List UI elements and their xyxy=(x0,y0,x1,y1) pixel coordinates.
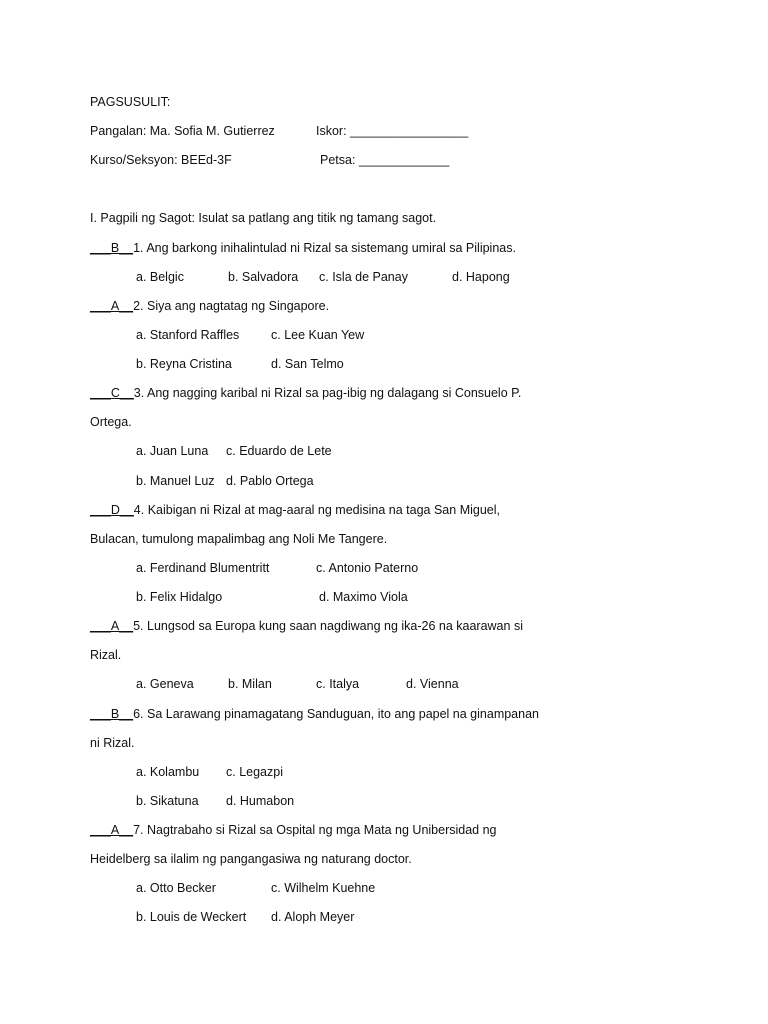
answer-blank: ___C__ xyxy=(90,386,134,400)
answer-blank: ___A__ xyxy=(90,619,134,633)
question-1 xyxy=(90,240,516,256)
option: c. Legazpi xyxy=(226,765,283,779)
question-text-continued: ni Rizal. xyxy=(90,736,135,750)
question-text-continued: Heidelberg sa ilalim ng pangangasiwa ng naturang doctor. xyxy=(90,852,412,866)
question-text-continued: Bulacan, tumulong mapalimbag ang Noli Me Tangere. xyxy=(90,532,388,546)
option: a. Otto Becker xyxy=(136,881,216,895)
answer-blank: ___B__ xyxy=(90,241,134,255)
option: c. Italya xyxy=(316,677,360,691)
option: b. Felix Hidalgo xyxy=(136,590,223,604)
option: d. Vienna xyxy=(406,677,459,691)
question-text-continued: Rizal. xyxy=(90,648,122,662)
question-6 xyxy=(90,706,539,722)
answer-blank: ___B__ xyxy=(90,707,134,721)
question-text: 7. Nagtrabaho si Rizal sa Ospital ng mga Mata ng Unibersidad ng xyxy=(133,823,497,837)
answer-blank: ___D__ xyxy=(90,503,134,517)
option: a. Juan Luna xyxy=(136,444,209,458)
question-text: 2. Siya ang nagtatag ng Singapore. xyxy=(133,299,330,313)
question-text: 6. Sa Larawang pinamagatang Sanduguan, ito ang papel na ginampanan xyxy=(133,707,539,721)
option: b. Reyna Cristina xyxy=(136,357,232,371)
question-text: 4. Kaibigan ni Rizal at mag-aaral ng medisina na taga San Miguel, xyxy=(133,503,500,517)
option: c. Lee Kuan Yew xyxy=(271,328,365,342)
option: b. Manuel Luz xyxy=(136,474,215,488)
option: c. Isla de Panay xyxy=(319,270,408,284)
option: d. Hapong xyxy=(452,270,510,284)
option: a. Stanford Raffles xyxy=(136,328,240,342)
option: d. Maximo Viola xyxy=(319,590,408,604)
option: c. Wilhelm Kuehne xyxy=(271,881,376,895)
option: c. Eduardo de Lete xyxy=(226,444,332,458)
answer-blank: ___A__ xyxy=(90,823,134,837)
option: b. Louis de Weckert xyxy=(136,910,247,924)
option: a. Geneva xyxy=(136,677,194,691)
option: d. Humabon xyxy=(226,794,295,808)
question-4 xyxy=(90,502,500,518)
question-text: 5. Lungsod sa Europa kung saan nagdiwang ng ika-26 na kaarawan si xyxy=(133,619,523,633)
option: d. Aloph Meyer xyxy=(271,910,355,924)
question-3 xyxy=(90,385,521,401)
course-section: Kurso/Seksyon: BEEd-3F xyxy=(90,153,232,167)
option: c. Antonio Paterno xyxy=(316,561,419,575)
option: b. Milan xyxy=(228,677,272,691)
question-text: 1. Ang barkong inihalintulad ni Rizal sa sistemang umiral sa Pilipinas. xyxy=(133,241,516,255)
option: a. Ferdinand Blumentritt xyxy=(136,561,270,575)
score-field: Iskor: _________________ xyxy=(316,124,469,138)
question-7 xyxy=(90,822,497,838)
option: b. Sikatuna xyxy=(136,794,199,808)
question-text: 3. Ang nagging karibal ni Rizal sa pag-ibig ng dalagang si Consuelo P. xyxy=(133,386,522,400)
answer-blank: ___A__ xyxy=(90,299,134,313)
question-2 xyxy=(90,298,329,314)
question-text-continued: Ortega. xyxy=(90,415,132,429)
option: a. Kolambu xyxy=(136,765,200,779)
option: a. Belgic xyxy=(136,270,184,284)
date-field: Petsa: _____________ xyxy=(320,153,450,167)
question-5 xyxy=(90,618,523,634)
section-instructions: I. Pagpili ng Sagot: Isulat sa patlang ang titik ng tamang sagot. xyxy=(90,211,437,225)
option: d. Pablo Ortega xyxy=(226,474,314,488)
option: b. Salvadora xyxy=(228,270,299,284)
quiz-title: PAGSUSULIT: xyxy=(90,95,171,109)
student-name: Pangalan: Ma. Sofia M. Gutierrez xyxy=(90,124,275,138)
option: d. San Telmo xyxy=(271,357,344,371)
